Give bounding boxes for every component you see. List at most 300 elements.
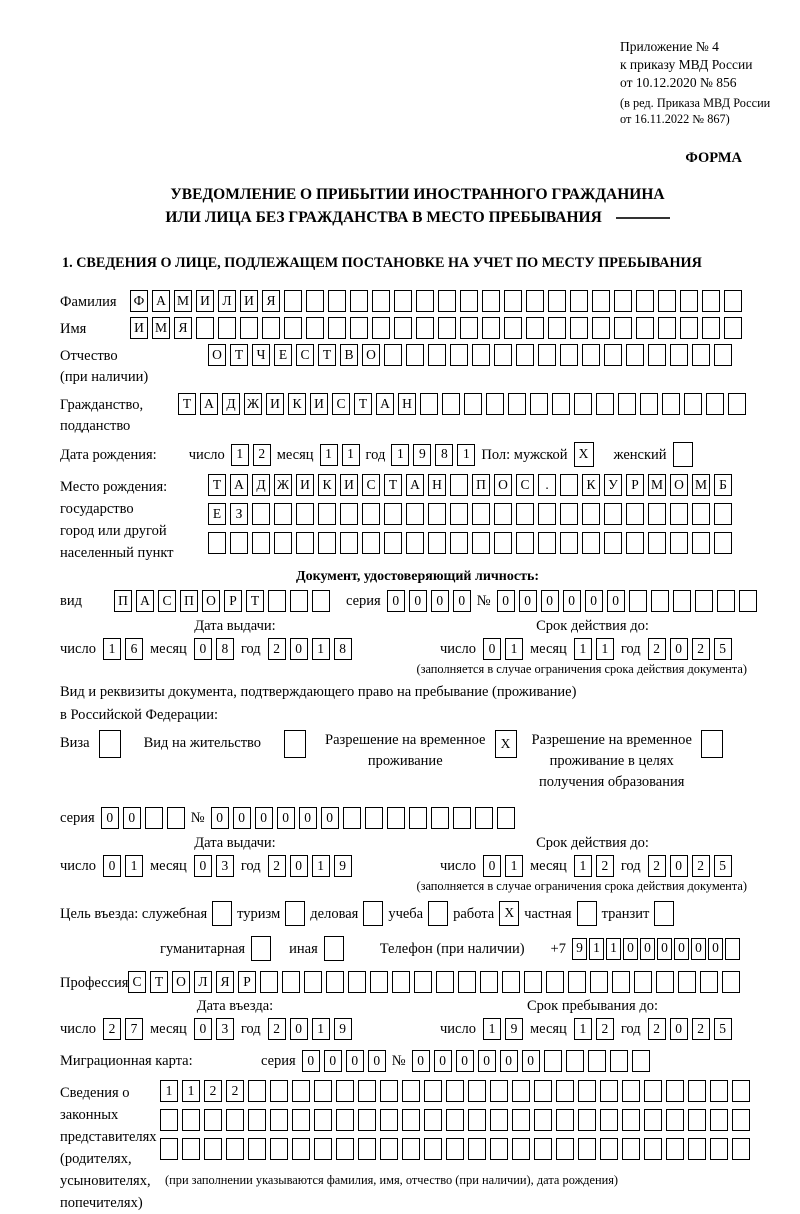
char-cell[interactable]: 2 [596, 855, 614, 877]
char-cell[interactable] [468, 1109, 486, 1131]
char-cell[interactable]: 0 [623, 938, 638, 960]
char-cell[interactable] [450, 532, 468, 554]
char-cell[interactable] [284, 290, 302, 312]
char-cell[interactable] [710, 1080, 728, 1102]
char-cell[interactable] [363, 901, 383, 926]
char-cell[interactable] [702, 290, 720, 312]
char-cell[interactable]: И [310, 393, 328, 415]
char-cell[interactable] [446, 1080, 464, 1102]
char-cell[interactable]: Ж [274, 474, 292, 496]
char-cell[interactable]: 1 [312, 1018, 330, 1040]
char-cell[interactable] [688, 1109, 706, 1131]
char-cell[interactable]: 3 [216, 855, 234, 877]
char-cell[interactable] [306, 290, 324, 312]
char-cell[interactable]: 6 [125, 638, 143, 660]
char-cell[interactable] [424, 1080, 442, 1102]
char-cell[interactable]: А [406, 474, 424, 496]
char-cell[interactable] [538, 532, 556, 554]
char-cell[interactable]: 0 [497, 590, 515, 612]
char-cell[interactable] [318, 532, 336, 554]
char-cell[interactable] [614, 290, 632, 312]
char-cell[interactable]: 5 [714, 1018, 732, 1040]
char-cell[interactable] [710, 1138, 728, 1160]
char-cell[interactable] [658, 317, 676, 339]
char-cell[interactable] [384, 503, 402, 525]
char-cell[interactable]: С [158, 590, 176, 612]
char-cell[interactable]: 1 [231, 444, 249, 466]
char-cell[interactable] [724, 290, 742, 312]
char-cell[interactable] [508, 393, 526, 415]
char-cell[interactable] [380, 1138, 398, 1160]
char-cell[interactable]: 1 [483, 1018, 501, 1040]
char-cell[interactable] [626, 503, 644, 525]
char-cell[interactable]: И [296, 474, 314, 496]
char-cell[interactable] [428, 901, 448, 926]
char-cell[interactable] [666, 1138, 684, 1160]
char-cell[interactable] [416, 317, 434, 339]
char-cell[interactable] [446, 1138, 464, 1160]
char-cell[interactable] [678, 971, 696, 993]
char-cell[interactable] [673, 590, 691, 612]
char-cell[interactable]: В [340, 344, 358, 366]
char-cell[interactable]: 0 [434, 1050, 452, 1072]
char-cell[interactable]: 1 [320, 444, 338, 466]
char-cell[interactable] [644, 1080, 662, 1102]
char-cell[interactable] [314, 1109, 332, 1131]
char-cell[interactable] [226, 1109, 244, 1131]
char-cell[interactable] [644, 1138, 662, 1160]
char-cell[interactable]: 0 [431, 590, 449, 612]
char-cell[interactable] [582, 532, 600, 554]
char-cell[interactable]: 5 [714, 855, 732, 877]
char-cell[interactable] [546, 971, 564, 993]
char-cell[interactable]: 0 [483, 638, 501, 660]
char-cell[interactable]: 0 [478, 1050, 496, 1072]
char-cell[interactable] [544, 1050, 562, 1072]
char-cell[interactable]: М [174, 290, 192, 312]
char-cell[interactable] [268, 590, 286, 612]
char-cell[interactable]: 0 [670, 855, 688, 877]
char-cell[interactable] [534, 1080, 552, 1102]
char-cell[interactable]: Е [274, 344, 292, 366]
char-cell[interactable] [482, 317, 500, 339]
char-cell[interactable]: 0 [290, 855, 308, 877]
char-cell[interactable]: 0 [670, 638, 688, 660]
char-cell[interactable] [578, 1109, 596, 1131]
char-cell[interactable] [453, 807, 471, 829]
char-cell[interactable]: 0 [412, 1050, 430, 1072]
char-cell[interactable] [644, 1109, 662, 1131]
char-cell[interactable]: 0 [657, 938, 672, 960]
char-cell[interactable]: С [128, 971, 146, 993]
char-cell[interactable] [414, 971, 432, 993]
char-cell[interactable]: 1 [596, 638, 614, 660]
char-cell[interactable] [472, 344, 490, 366]
char-cell[interactable]: 2 [253, 444, 271, 466]
char-cell[interactable] [556, 1080, 574, 1102]
char-cell[interactable]: 8 [334, 638, 352, 660]
char-cell[interactable]: 0 [368, 1050, 386, 1072]
char-cell[interactable] [372, 317, 390, 339]
char-cell[interactable]: 1 [312, 855, 330, 877]
char-cell[interactable] [248, 1138, 266, 1160]
char-cell[interactable]: Р [224, 590, 242, 612]
char-cell[interactable] [654, 901, 674, 926]
char-cell[interactable] [610, 1050, 628, 1072]
char-cell[interactable] [670, 503, 688, 525]
char-cell[interactable] [372, 290, 390, 312]
char-cell[interactable] [714, 344, 732, 366]
char-cell[interactable] [446, 1109, 464, 1131]
char-cell[interactable] [714, 532, 732, 554]
char-cell[interactable] [324, 936, 344, 961]
char-cell[interactable]: 1 [505, 638, 523, 660]
char-cell[interactable] [252, 532, 270, 554]
char-cell[interactable] [292, 1080, 310, 1102]
char-cell[interactable]: 2 [204, 1080, 222, 1102]
char-cell[interactable] [728, 393, 746, 415]
char-cell[interactable]: 0 [387, 590, 405, 612]
char-cell[interactable] [504, 290, 522, 312]
char-cell[interactable] [460, 290, 478, 312]
char-cell[interactable] [99, 730, 121, 758]
char-cell[interactable] [365, 807, 383, 829]
char-cell[interactable] [348, 971, 366, 993]
char-cell[interactable]: 3 [216, 1018, 234, 1040]
char-cell[interactable]: 0 [277, 807, 295, 829]
char-cell[interactable] [468, 1138, 486, 1160]
char-cell[interactable] [590, 971, 608, 993]
char-cell[interactable] [604, 503, 622, 525]
char-cell[interactable] [688, 1080, 706, 1102]
char-cell[interactable] [578, 1080, 596, 1102]
char-cell[interactable] [568, 971, 586, 993]
char-cell[interactable] [160, 1109, 178, 1131]
char-cell[interactable] [450, 344, 468, 366]
char-cell[interactable]: Я [174, 317, 192, 339]
char-cell[interactable] [380, 1080, 398, 1102]
char-cell[interactable]: Ф [130, 290, 148, 312]
char-cell[interactable]: 0 [194, 638, 212, 660]
char-cell[interactable]: 0 [519, 590, 537, 612]
char-cell[interactable]: Я [216, 971, 234, 993]
char-cell[interactable]: 0 [708, 938, 723, 960]
char-cell[interactable]: 2 [268, 855, 286, 877]
char-cell[interactable] [438, 290, 456, 312]
char-cell[interactable] [722, 971, 740, 993]
char-cell[interactable] [700, 971, 718, 993]
char-cell[interactable]: 0 [674, 938, 689, 960]
char-cell[interactable] [600, 1109, 618, 1131]
char-cell[interactable] [629, 590, 647, 612]
char-cell[interactable] [304, 971, 322, 993]
char-cell[interactable] [160, 1138, 178, 1160]
char-cell[interactable]: М [692, 474, 710, 496]
char-cell[interactable]: Т [246, 590, 264, 612]
char-cell[interactable]: О [208, 344, 226, 366]
char-cell[interactable] [460, 317, 478, 339]
char-cell[interactable]: 0 [563, 590, 581, 612]
char-cell[interactable] [358, 1080, 376, 1102]
char-cell[interactable] [292, 1109, 310, 1131]
char-cell[interactable]: 0 [101, 807, 119, 829]
char-cell[interactable]: 0 [255, 807, 273, 829]
char-cell[interactable]: 0 [691, 938, 706, 960]
char-cell[interactable] [702, 317, 720, 339]
char-cell[interactable]: К [288, 393, 306, 415]
char-cell[interactable] [416, 290, 434, 312]
char-cell[interactable] [732, 1080, 750, 1102]
char-cell[interactable] [512, 1080, 530, 1102]
char-cell[interactable]: 0 [194, 1018, 212, 1040]
char-cell[interactable]: С [516, 474, 534, 496]
char-cell[interactable] [420, 393, 438, 415]
char-cell[interactable]: Л [218, 290, 236, 312]
char-cell[interactable] [556, 1109, 574, 1131]
char-cell[interactable] [592, 290, 610, 312]
char-cell[interactable]: Т [208, 474, 226, 496]
char-cell[interactable] [622, 1138, 640, 1160]
char-cell[interactable] [658, 290, 676, 312]
char-cell[interactable] [428, 532, 446, 554]
char-cell[interactable] [556, 1138, 574, 1160]
char-cell[interactable] [666, 1080, 684, 1102]
char-cell[interactable] [406, 344, 424, 366]
char-cell[interactable]: 9 [413, 444, 431, 466]
char-cell[interactable] [560, 532, 578, 554]
char-cell[interactable]: А [200, 393, 218, 415]
char-cell[interactable] [314, 1138, 332, 1160]
char-cell[interactable] [458, 971, 476, 993]
char-cell[interactable] [526, 290, 544, 312]
char-cell[interactable] [548, 290, 566, 312]
char-cell[interactable]: Р [238, 971, 256, 993]
char-cell[interactable] [336, 1109, 354, 1131]
char-cell[interactable]: П [114, 590, 132, 612]
char-cell[interactable]: Т [150, 971, 168, 993]
char-cell[interactable] [622, 1109, 640, 1131]
char-cell[interactable] [252, 503, 270, 525]
char-cell[interactable] [692, 503, 710, 525]
char-cell[interactable] [673, 442, 693, 467]
char-cell[interactable] [651, 590, 669, 612]
char-cell[interactable] [486, 393, 504, 415]
char-cell[interactable]: 0 [453, 590, 471, 612]
char-cell[interactable] [634, 971, 652, 993]
char-cell[interactable]: Н [398, 393, 416, 415]
char-cell[interactable] [577, 901, 597, 926]
char-cell[interactable] [666, 1109, 684, 1131]
char-cell[interactable]: 1 [606, 938, 621, 960]
char-cell[interactable] [394, 317, 412, 339]
title-blank-underline[interactable] [616, 217, 670, 219]
char-cell[interactable] [504, 317, 522, 339]
char-cell[interactable] [208, 532, 226, 554]
char-cell[interactable] [502, 971, 520, 993]
char-cell[interactable]: 2 [692, 638, 710, 660]
char-cell[interactable]: 0 [194, 855, 212, 877]
char-cell[interactable] [472, 503, 490, 525]
char-cell[interactable] [358, 1109, 376, 1131]
char-cell[interactable]: К [582, 474, 600, 496]
char-cell[interactable]: Я [262, 290, 280, 312]
char-cell[interactable]: С [332, 393, 350, 415]
char-cell[interactable] [497, 807, 515, 829]
char-cell[interactable] [240, 317, 258, 339]
char-cell[interactable]: 1 [125, 855, 143, 877]
char-cell[interactable] [739, 590, 757, 612]
char-cell[interactable] [472, 532, 490, 554]
char-cell[interactable] [566, 1050, 584, 1072]
char-cell[interactable] [387, 807, 405, 829]
char-cell[interactable] [490, 1080, 508, 1102]
char-cell[interactable] [402, 1138, 420, 1160]
char-cell[interactable]: 1 [574, 1018, 592, 1040]
char-cell[interactable] [516, 344, 534, 366]
char-cell[interactable] [636, 317, 654, 339]
char-cell[interactable]: 9 [334, 1018, 352, 1040]
char-cell[interactable] [626, 344, 644, 366]
char-cell[interactable] [284, 317, 302, 339]
char-cell[interactable] [648, 503, 666, 525]
char-cell[interactable]: 2 [596, 1018, 614, 1040]
char-cell[interactable]: 2 [692, 1018, 710, 1040]
char-cell[interactable] [468, 1080, 486, 1102]
char-cell[interactable] [438, 317, 456, 339]
char-cell[interactable]: Д [222, 393, 240, 415]
char-cell[interactable]: 0 [483, 855, 501, 877]
char-cell[interactable]: Л [194, 971, 212, 993]
char-cell[interactable]: . [538, 474, 556, 496]
char-cell[interactable] [262, 317, 280, 339]
char-cell[interactable] [600, 1080, 618, 1102]
char-cell[interactable] [362, 503, 380, 525]
char-cell[interactable] [380, 1109, 398, 1131]
char-cell[interactable] [350, 290, 368, 312]
char-cell[interactable] [384, 532, 402, 554]
char-cell[interactable]: О [362, 344, 380, 366]
char-cell[interactable] [494, 503, 512, 525]
char-cell[interactable] [714, 503, 732, 525]
char-cell[interactable] [534, 1109, 552, 1131]
char-cell[interactable] [480, 971, 498, 993]
char-cell[interactable]: 0 [211, 807, 229, 829]
char-cell[interactable]: А [136, 590, 154, 612]
char-cell[interactable] [336, 1080, 354, 1102]
char-cell[interactable] [482, 290, 500, 312]
char-cell[interactable]: 0 [585, 590, 603, 612]
char-cell[interactable] [618, 393, 636, 415]
char-cell[interactable] [260, 971, 278, 993]
char-cell[interactable] [710, 1109, 728, 1131]
char-cell[interactable] [512, 1138, 530, 1160]
char-cell[interactable]: А [230, 474, 248, 496]
char-cell[interactable] [284, 730, 306, 758]
char-cell[interactable] [548, 317, 566, 339]
char-cell[interactable] [182, 1109, 200, 1131]
char-cell[interactable]: 1 [589, 938, 604, 960]
char-cell[interactable]: 0 [500, 1050, 518, 1072]
char-cell[interactable] [588, 1050, 606, 1072]
char-cell[interactable]: И [266, 393, 284, 415]
char-cell[interactable]: 0 [607, 590, 625, 612]
char-cell[interactable] [604, 532, 622, 554]
char-cell[interactable]: М [648, 474, 666, 496]
char-cell[interactable]: 0 [522, 1050, 540, 1072]
char-cell[interactable]: З [230, 503, 248, 525]
char-cell[interactable] [604, 344, 622, 366]
char-cell[interactable] [343, 807, 361, 829]
char-cell[interactable] [596, 393, 614, 415]
char-cell[interactable] [326, 971, 344, 993]
char-cell[interactable]: 0 [324, 1050, 342, 1072]
char-cell[interactable]: 1 [505, 855, 523, 877]
char-cell[interactable] [290, 590, 308, 612]
char-cell[interactable] [204, 1138, 222, 1160]
char-cell[interactable] [274, 532, 292, 554]
char-cell[interactable] [431, 807, 449, 829]
char-cell[interactable]: Р [626, 474, 644, 496]
char-cell[interactable]: И [240, 290, 258, 312]
char-cell[interactable]: 9 [505, 1018, 523, 1040]
char-cell[interactable]: 2 [268, 638, 286, 660]
char-cell[interactable]: Т [318, 344, 336, 366]
char-cell[interactable] [384, 344, 402, 366]
char-cell[interactable] [692, 344, 710, 366]
char-cell[interactable]: А [376, 393, 394, 415]
char-cell[interactable] [622, 1080, 640, 1102]
char-cell[interactable]: Е [208, 503, 226, 525]
char-cell[interactable]: 0 [640, 938, 655, 960]
char-cell[interactable] [706, 393, 724, 415]
char-cell[interactable] [285, 901, 305, 926]
char-cell[interactable] [592, 317, 610, 339]
char-cell[interactable] [248, 1080, 266, 1102]
char-cell[interactable] [394, 290, 412, 312]
char-cell[interactable] [600, 1138, 618, 1160]
char-cell[interactable] [312, 590, 330, 612]
char-cell[interactable] [362, 532, 380, 554]
char-cell[interactable]: 0 [290, 638, 308, 660]
char-cell[interactable]: Ж [244, 393, 262, 415]
char-cell[interactable] [494, 532, 512, 554]
char-cell[interactable]: 1 [182, 1080, 200, 1102]
char-cell[interactable] [582, 503, 600, 525]
char-cell[interactable]: 2 [103, 1018, 121, 1040]
char-cell[interactable]: А [152, 290, 170, 312]
char-cell[interactable] [406, 503, 424, 525]
char-cell[interactable] [688, 1138, 706, 1160]
char-cell[interactable] [570, 317, 588, 339]
char-cell[interactable] [560, 503, 578, 525]
char-cell[interactable] [494, 344, 512, 366]
char-cell[interactable] [516, 503, 534, 525]
char-cell[interactable]: И [130, 317, 148, 339]
char-cell[interactable]: У [604, 474, 622, 496]
char-cell[interactable]: 2 [226, 1080, 244, 1102]
char-cell[interactable]: Б [714, 474, 732, 496]
char-cell[interactable] [717, 590, 735, 612]
char-cell[interactable] [270, 1109, 288, 1131]
char-cell[interactable] [358, 1138, 376, 1160]
char-cell[interactable]: И [340, 474, 358, 496]
char-cell[interactable] [436, 971, 454, 993]
char-cell[interactable]: 2 [268, 1018, 286, 1040]
char-cell[interactable]: Т [354, 393, 372, 415]
char-cell[interactable]: И [196, 290, 214, 312]
char-cell[interactable] [582, 344, 600, 366]
char-cell[interactable] [218, 317, 236, 339]
